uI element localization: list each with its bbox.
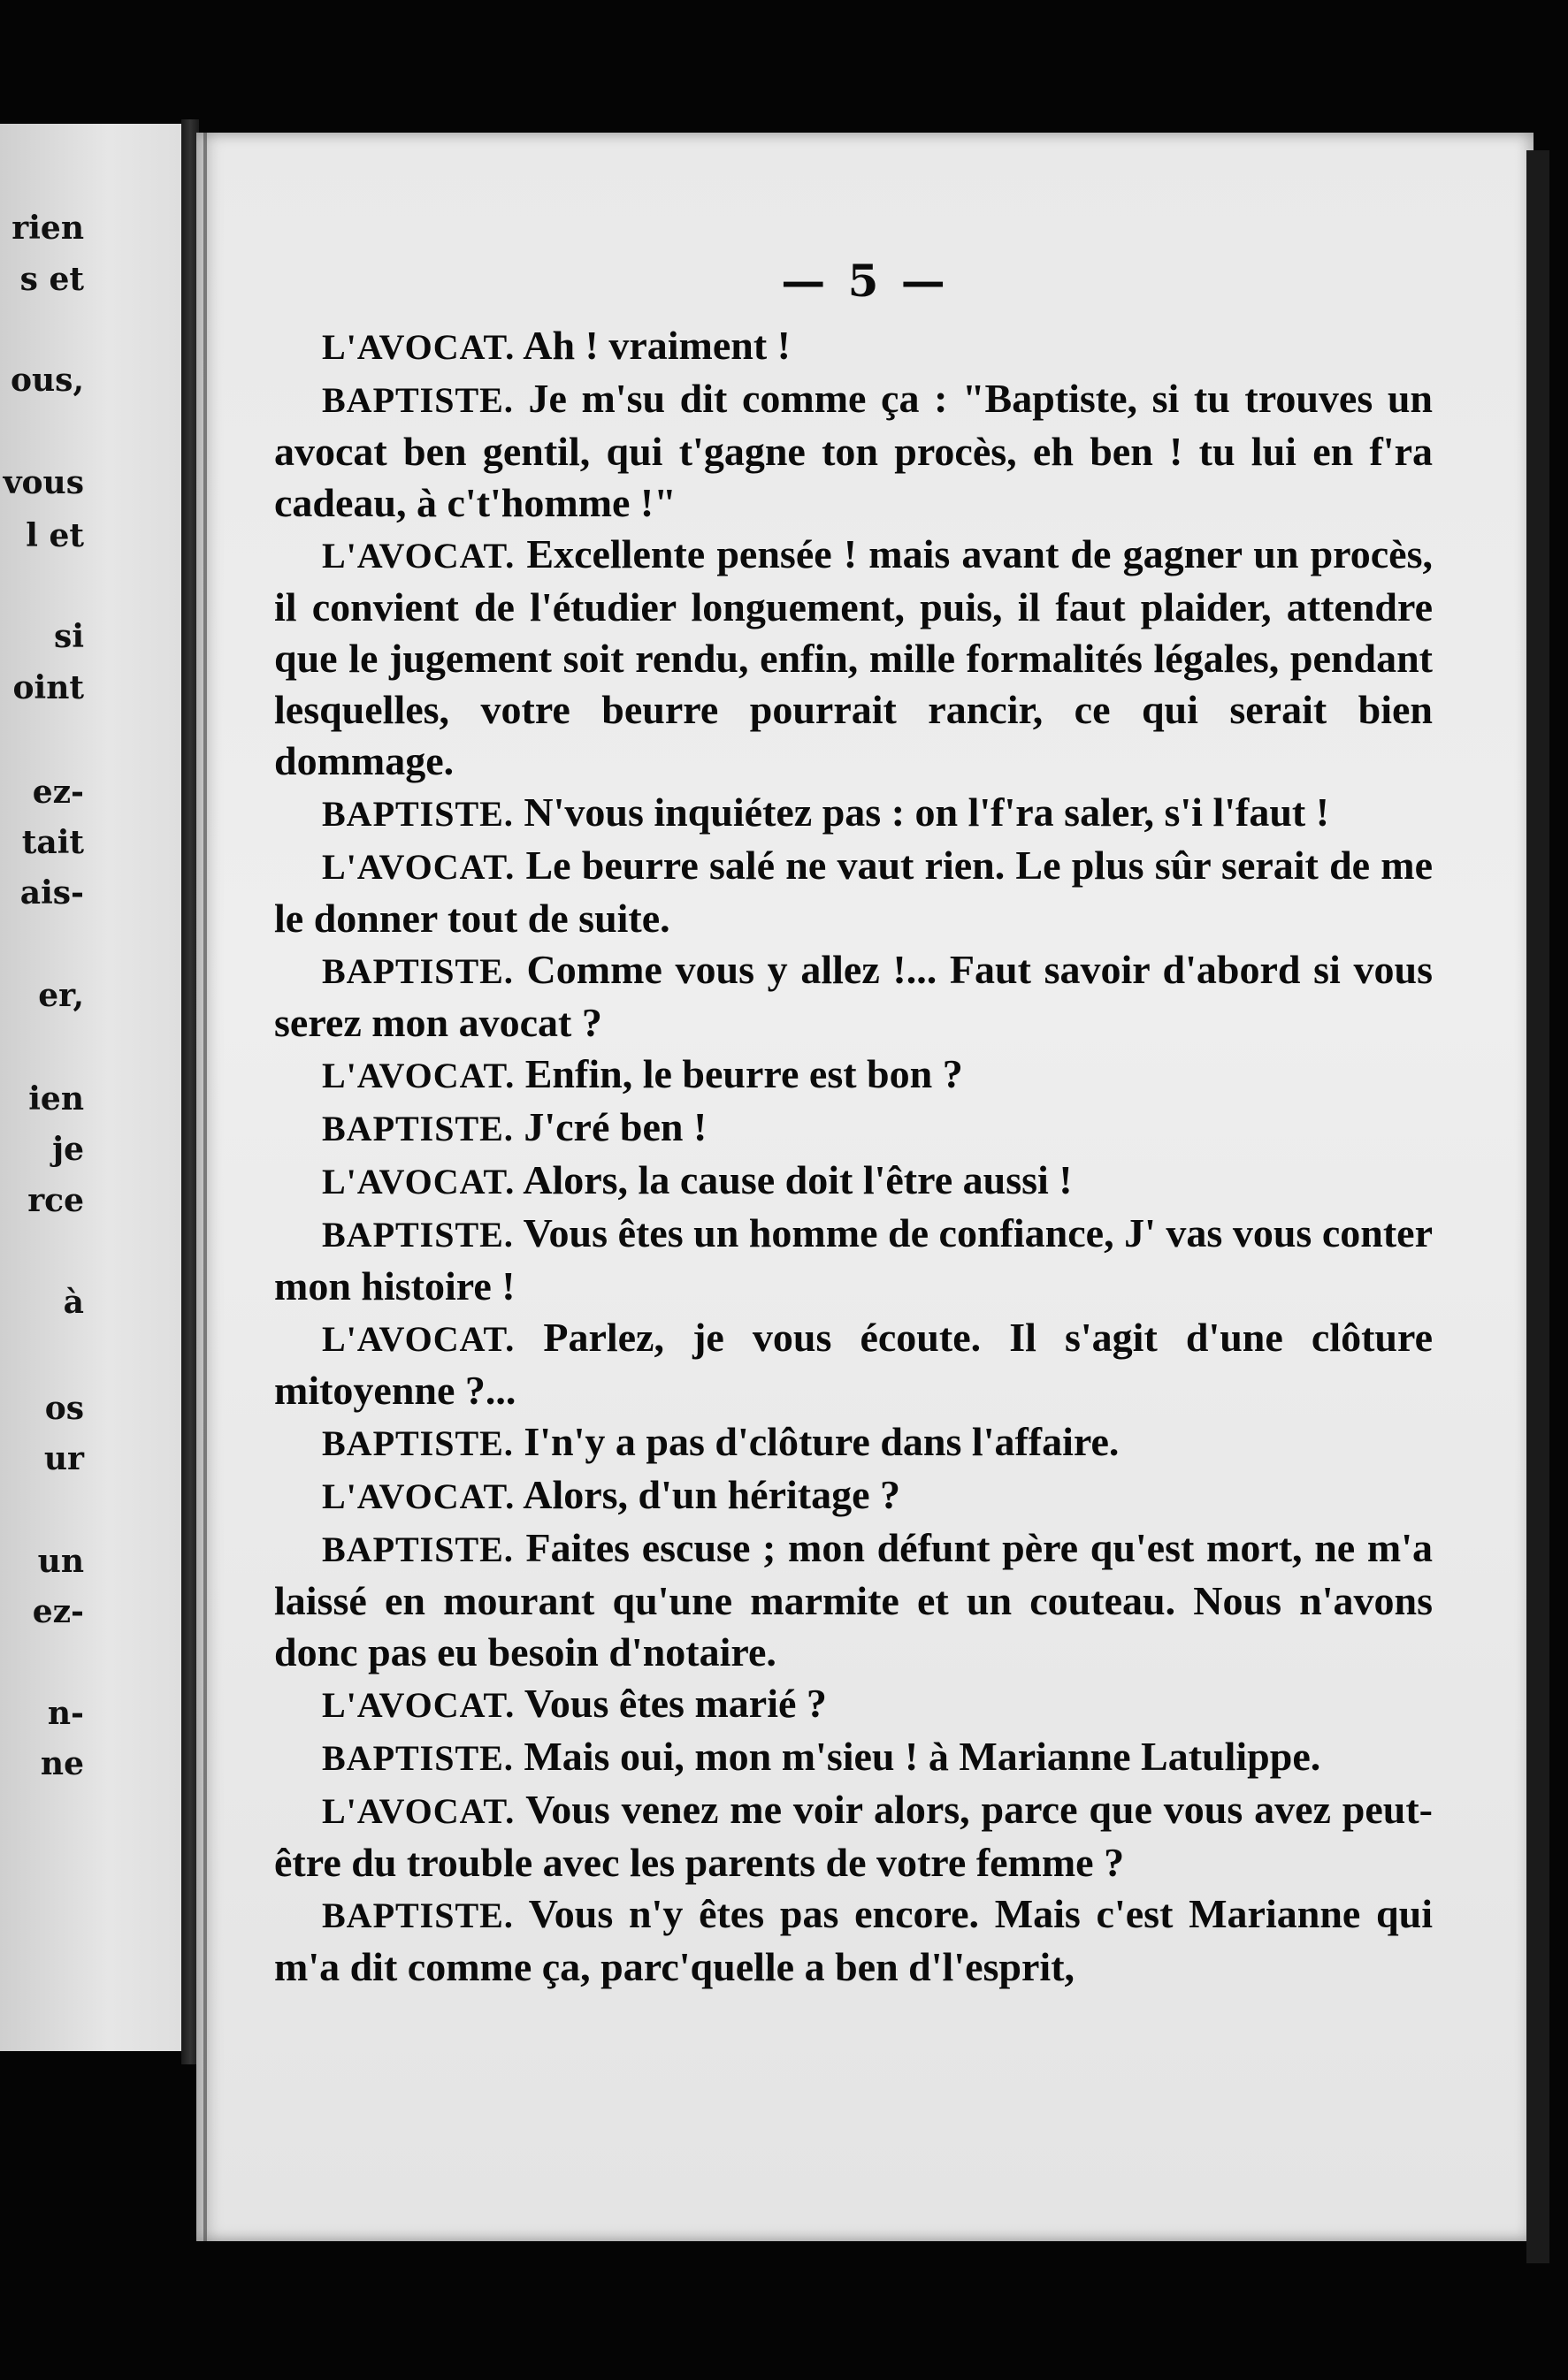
dialogue-line	[274, 787, 1433, 840]
speech-text: Je m'su dit comme ça : "Baptiste, si tu trouves un avocat ben gentil, qui t'gagne ton procès, eh ben ! tu lui en f'ra cadeau, à c't'homme !"	[274, 376, 1434, 525]
speech-text: Le beurre salé ne vaut rien. Le plus sûr serait de me le donner tout de suite.	[274, 843, 1434, 941]
dialogue-line	[274, 1208, 1433, 1312]
left-page-fragment-line: ien	[28, 1080, 84, 1118]
speaker-name: BAPTISTE.	[322, 1423, 514, 1463]
speaker-name: L'AVOCAT.	[322, 327, 516, 367]
dialogue-line	[274, 373, 1433, 529]
left-page-fragment-line: n-	[47, 1695, 84, 1732]
left-page-fragment-line: un	[37, 1543, 84, 1580]
left-page-fragment-line: ous,	[11, 362, 84, 399]
page-number: — 5 —	[781, 255, 949, 307]
dialogue-text	[274, 320, 1433, 1993]
left-page-fragment-line: ez-	[32, 1593, 84, 1630]
speech-text: Excellente pensée ! mais avant de gagner un procès, il convient de l'étudier longuement, puis, il faut plaider, attendre que le jugement soit rendu, enfin, mille formalités légales, pendant lesquelles, votre beurre pourrait rancir, ce qui serait bien dommage.	[274, 531, 1433, 783]
dialogue-line	[274, 1416, 1433, 1469]
left-page-fragment-line: ne	[40, 1745, 84, 1782]
left-page-fragment-line: l et	[26, 517, 84, 554]
speech-text: J'cré ben !	[524, 1104, 708, 1149]
speaker-name: BAPTISTE.	[322, 1215, 514, 1255]
left-page-fragment-line: ur	[43, 1440, 84, 1477]
left-page-fragment-line: rien	[11, 210, 84, 247]
speaker-name: L'AVOCAT.	[322, 1476, 516, 1516]
left-page-fragment-line: ez-	[32, 774, 84, 811]
dialogue-line	[274, 944, 1433, 1049]
speaker-name: BAPTISTE.	[322, 1738, 514, 1778]
dialogue-line	[274, 1469, 1433, 1522]
speech-text: Alors, la cause doit l'être aussi !	[523, 1157, 1073, 1202]
speech-text: Enfin, le beurre est bon ?	[524, 1051, 963, 1096]
speech-text: N'vous inquiétez pas : on l'f'ra saler, s'i l'faut !	[524, 790, 1330, 835]
left-page-fragment-line: ais-	[19, 874, 84, 912]
dialogue-line	[274, 320, 1433, 373]
left-page-fragment-line: s et	[19, 261, 84, 298]
speaker-name: BAPTISTE.	[322, 380, 514, 420]
left-page-fragment-line: à	[63, 1284, 84, 1321]
speaker-name: L'AVOCAT.	[322, 1685, 516, 1725]
speaker-name: L'AVOCAT.	[322, 536, 516, 576]
speaker-name: L'AVOCAT.	[322, 1162, 516, 1201]
left-page-fragment-line: tait	[21, 824, 84, 861]
book-page	[196, 133, 1534, 2241]
left-page-fragment-line: er,	[38, 977, 84, 1014]
dialogue-line	[274, 1784, 1433, 1888]
left-page-fragment-line: os	[44, 1390, 84, 1427]
left-page-fragment-line: vous	[3, 464, 84, 501]
speech-text: Ah ! vraiment !	[523, 323, 791, 368]
dialogue-line	[274, 1312, 1433, 1416]
speech-text: Vous venez me voir alors, parce que vous avez peut-être du trouble avec les parents de votre femme ?	[274, 1787, 1433, 1885]
speaker-name: BAPTISTE.	[322, 1529, 514, 1569]
speech-text: Faites escuse ; mon défunt père qu'est mort, ne m'a laissé en mourant qu'une marmite et un couteau. Nous n'avons donc pas eu besoin d'notaire.	[274, 1525, 1433, 1674]
speaker-name: L'AVOCAT.	[322, 847, 516, 887]
left-page-fragment	[0, 124, 181, 2051]
speech-text: Parlez, je vous écoute. Il s'agit d'une clôture mitoyenne ?...	[274, 1315, 1433, 1413]
speaker-name: BAPTISTE.	[322, 1109, 514, 1148]
speaker-name: L'AVOCAT.	[322, 1791, 516, 1831]
dialogue-line	[274, 1102, 1433, 1155]
page-edge-shadow	[1526, 150, 1549, 2263]
speaker-name: BAPTISTE.	[322, 794, 514, 834]
dialogue-line	[274, 1155, 1433, 1208]
left-page-fragment-line: je	[52, 1131, 84, 1168]
speaker-name: L'AVOCAT.	[322, 1319, 516, 1359]
speaker-name: L'AVOCAT.	[322, 1056, 516, 1095]
dialogue-line	[274, 529, 1433, 787]
left-page-fragment-line: si	[54, 618, 84, 655]
speaker-name: BAPTISTE.	[322, 951, 514, 991]
speech-text: Vous êtes un homme de confiance, J' vas vous conter mon histoire !	[274, 1210, 1434, 1308]
left-page-fragment-line: oint	[12, 669, 84, 706]
dialogue-line	[274, 1049, 1433, 1102]
speech-text: Mais oui, mon m'sieu ! à Marianne Latulippe.	[524, 1734, 1321, 1779]
speech-text: Vous êtes marié ?	[524, 1681, 827, 1726]
dialogue-line	[274, 1678, 1433, 1731]
dialogue-line	[274, 1731, 1433, 1784]
dialogue-line	[274, 840, 1433, 944]
dialogue-line	[274, 1888, 1433, 1993]
speaker-name: BAPTISTE.	[322, 1896, 514, 1935]
speech-text: Vous n'y êtes pas encore. Mais c'est Marianne qui m'a dit comme ça, parc'quelle a ben d'l'esprit,	[274, 1891, 1433, 1989]
dialogue-line	[274, 1522, 1433, 1678]
speech-text: I'n'y a pas d'clôture dans l'affaire.	[524, 1419, 1120, 1464]
left-page-fragment-line: rce	[27, 1182, 84, 1219]
speech-text: Alors, d'un héritage ?	[523, 1472, 900, 1517]
speech-text: Comme vous y allez !... Faut savoir d'abord si vous serez mon avocat ?	[274, 947, 1434, 1045]
